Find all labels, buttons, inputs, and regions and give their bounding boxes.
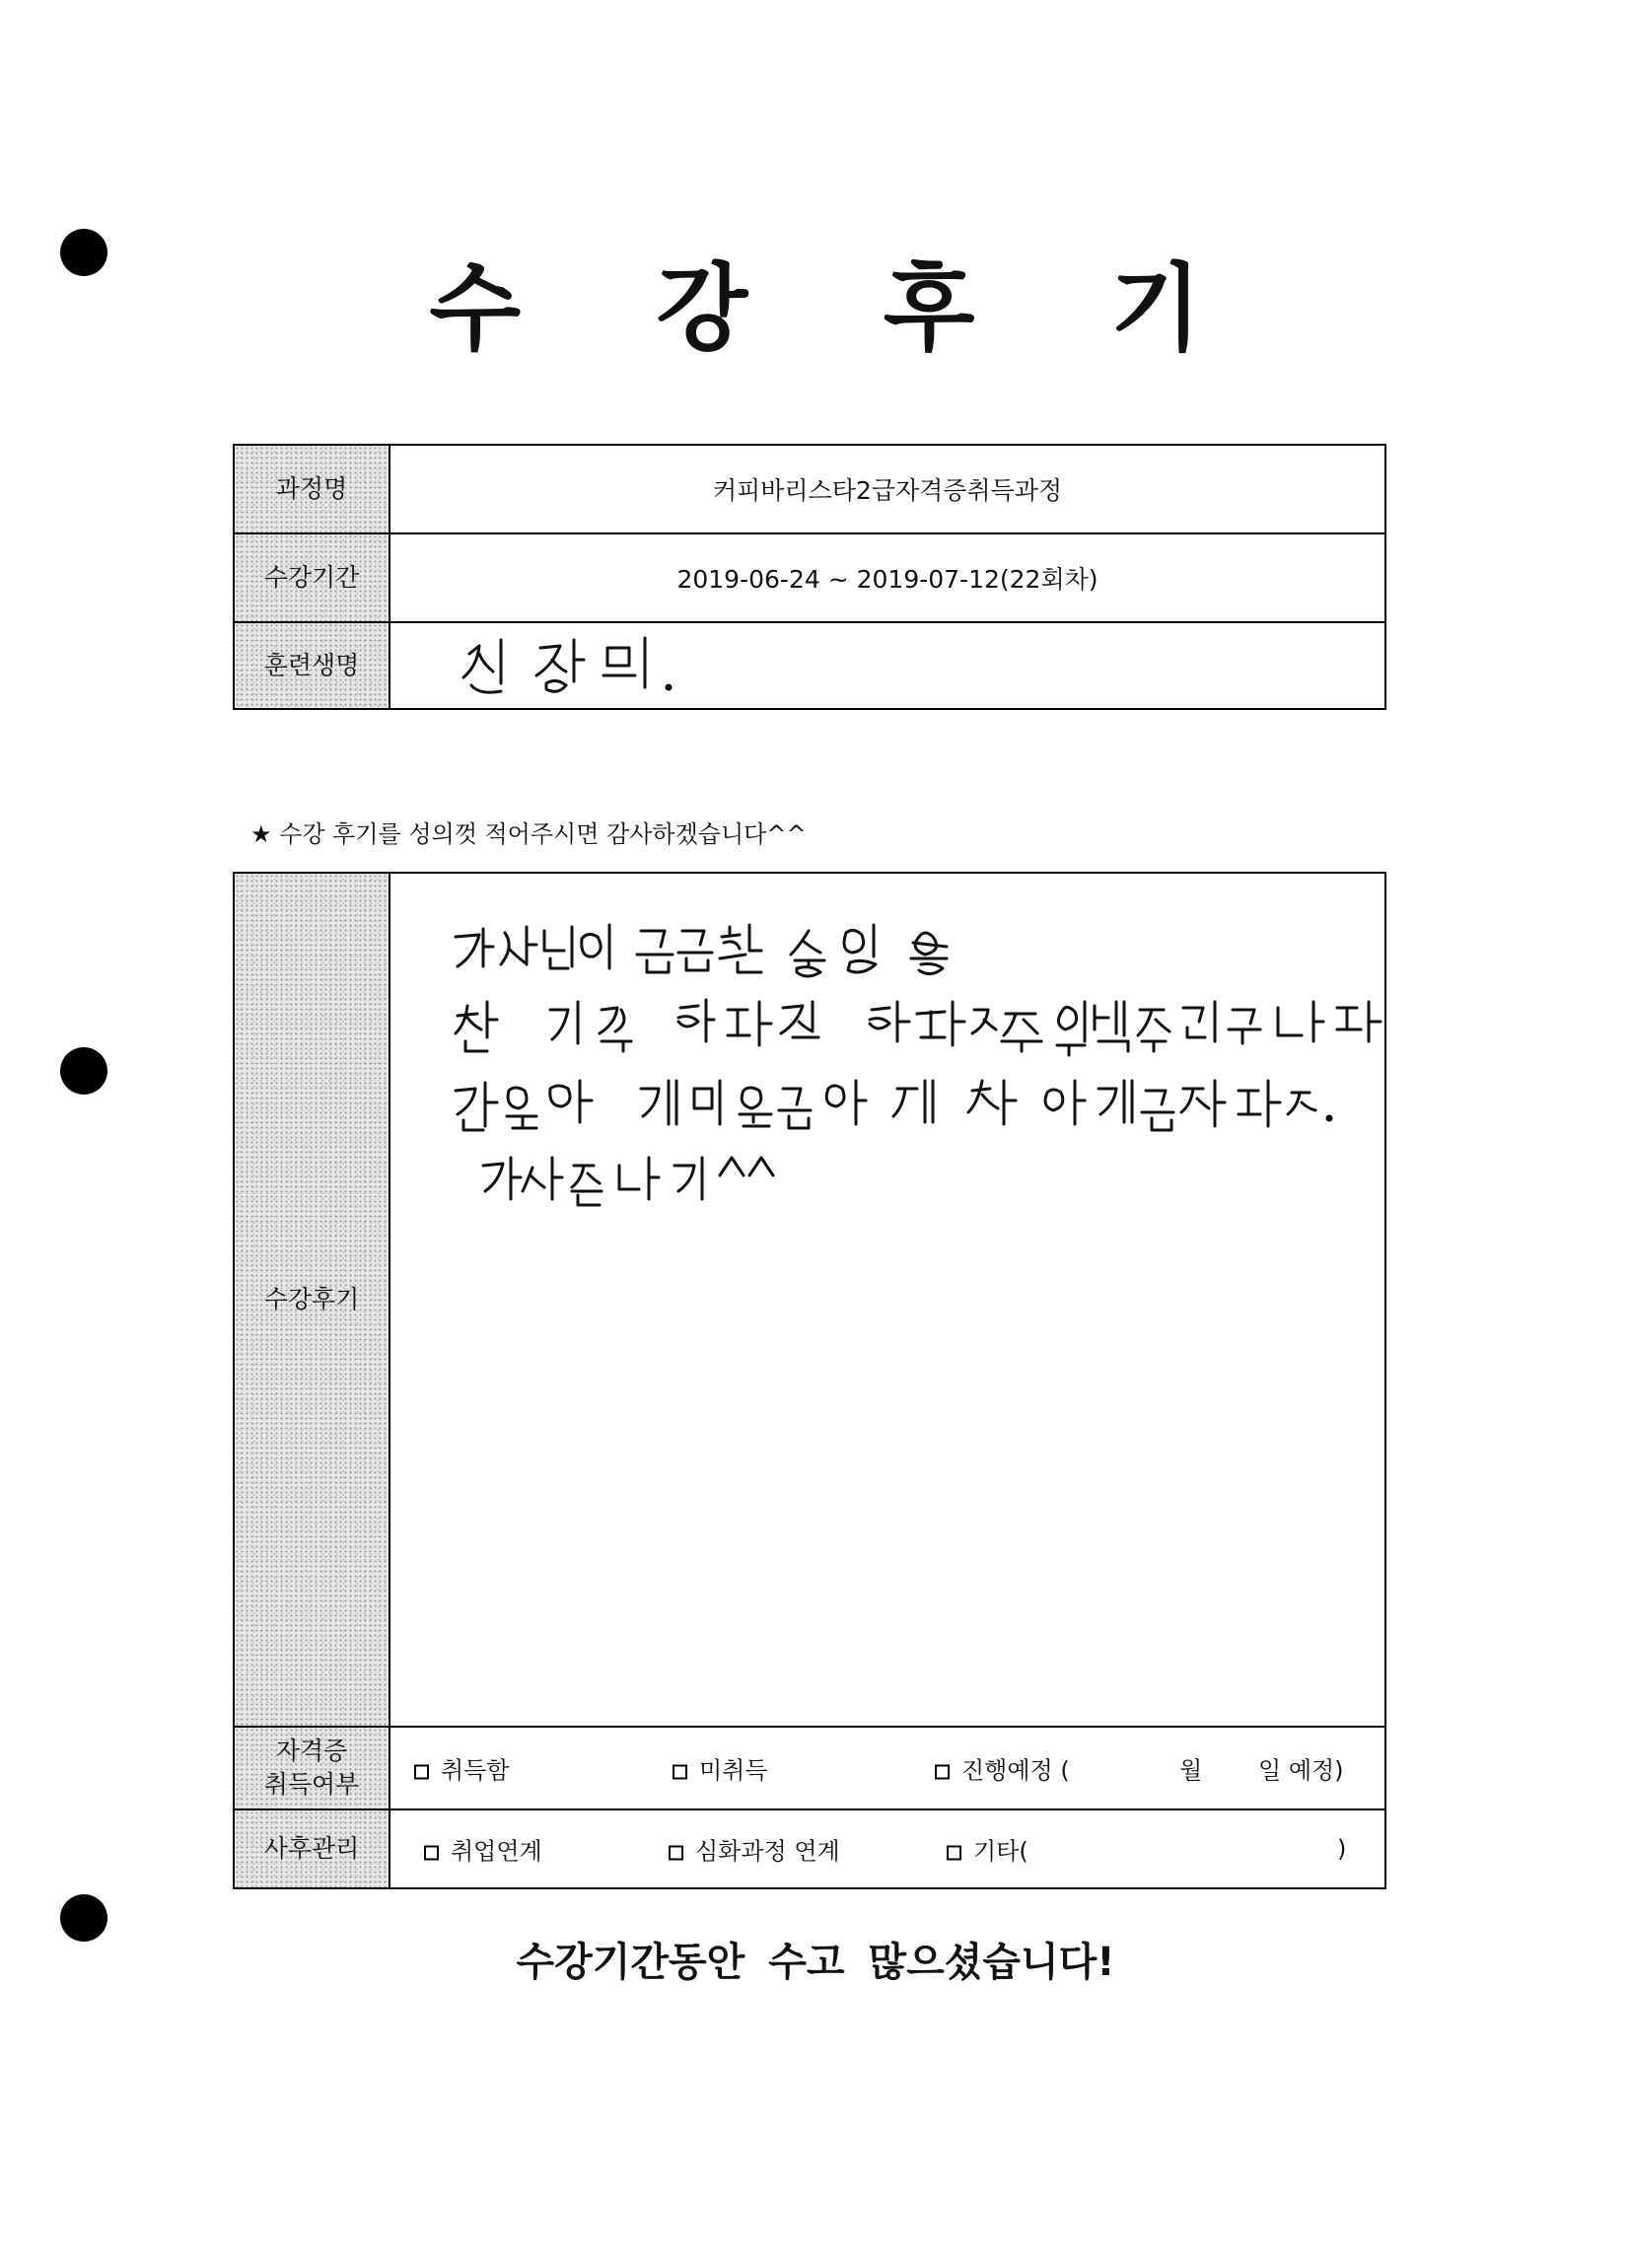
- scheduled-day: 일 예정): [1258, 1756, 1344, 1785]
- trainee-row: [235, 623, 1384, 708]
- closing-message: 수강기간동안 수고 많으셨습니다!: [516, 1940, 1115, 1985]
- course-info-table: [233, 444, 1386, 710]
- checkbox-icon[interactable]: [947, 1845, 961, 1860]
- review-request-note: ★ 수강 후기를 성의껏 적어주시면 감사하겠습니다^^: [250, 820, 807, 848]
- aftercare-options: [390, 1810, 1384, 1887]
- course-name-label: 과정명: [235, 446, 390, 532]
- document-title: 수 강 후 기: [429, 253, 1253, 364]
- certificate-row: [235, 1728, 1384, 1810]
- trainee-name-value: [390, 623, 1384, 708]
- checkbox-icon[interactable]: [424, 1845, 439, 1860]
- course-period-value: 2019-06-24 ~ 2019-07-12(22회차): [676, 565, 1099, 594]
- option-acquired[interactable]: 취득함: [414, 1751, 510, 1786]
- option-job-linkage[interactable]: 취업연계: [424, 1832, 542, 1867]
- punch-hole-icon: [60, 1047, 107, 1095]
- handwritten-review: [454, 907, 1400, 1223]
- certificate-label-line1: 자격증: [275, 1736, 348, 1765]
- review-label: 수강후기: [235, 874, 390, 1726]
- aftercare-label: 사후관리: [235, 1810, 390, 1887]
- course-period-row: [235, 534, 1384, 623]
- checkbox-icon[interactable]: [935, 1764, 950, 1779]
- course-period-label: 수강기간: [235, 534, 390, 621]
- scheduled-month: 월: [1179, 1756, 1203, 1785]
- checkbox-icon[interactable]: [669, 1845, 683, 1860]
- certificate-label: [235, 1728, 390, 1808]
- checkbox-icon[interactable]: [673, 1764, 687, 1779]
- option-other[interactable]: 기타(: [947, 1832, 1028, 1867]
- option-advanced-course[interactable]: 심화과정 연계: [669, 1832, 840, 1867]
- aftercare-row: [235, 1810, 1384, 1887]
- trainee-signature: [450, 626, 706, 705]
- option-scheduled[interactable]: 진행예정 (: [935, 1751, 1070, 1786]
- other-close-paren: ): [1337, 1835, 1347, 1863]
- trainee-name-label: 훈련생명: [235, 623, 390, 708]
- checkbox-icon[interactable]: [414, 1764, 429, 1779]
- certificate-options: [390, 1728, 1384, 1808]
- certificate-label-line2: 취득여부: [263, 1770, 360, 1799]
- course-name-row: [235, 446, 1384, 534]
- course-name-value: 커피바리스타2급자격증취득과정: [712, 476, 1062, 505]
- option-not-acquired[interactable]: 미취득: [673, 1751, 768, 1786]
